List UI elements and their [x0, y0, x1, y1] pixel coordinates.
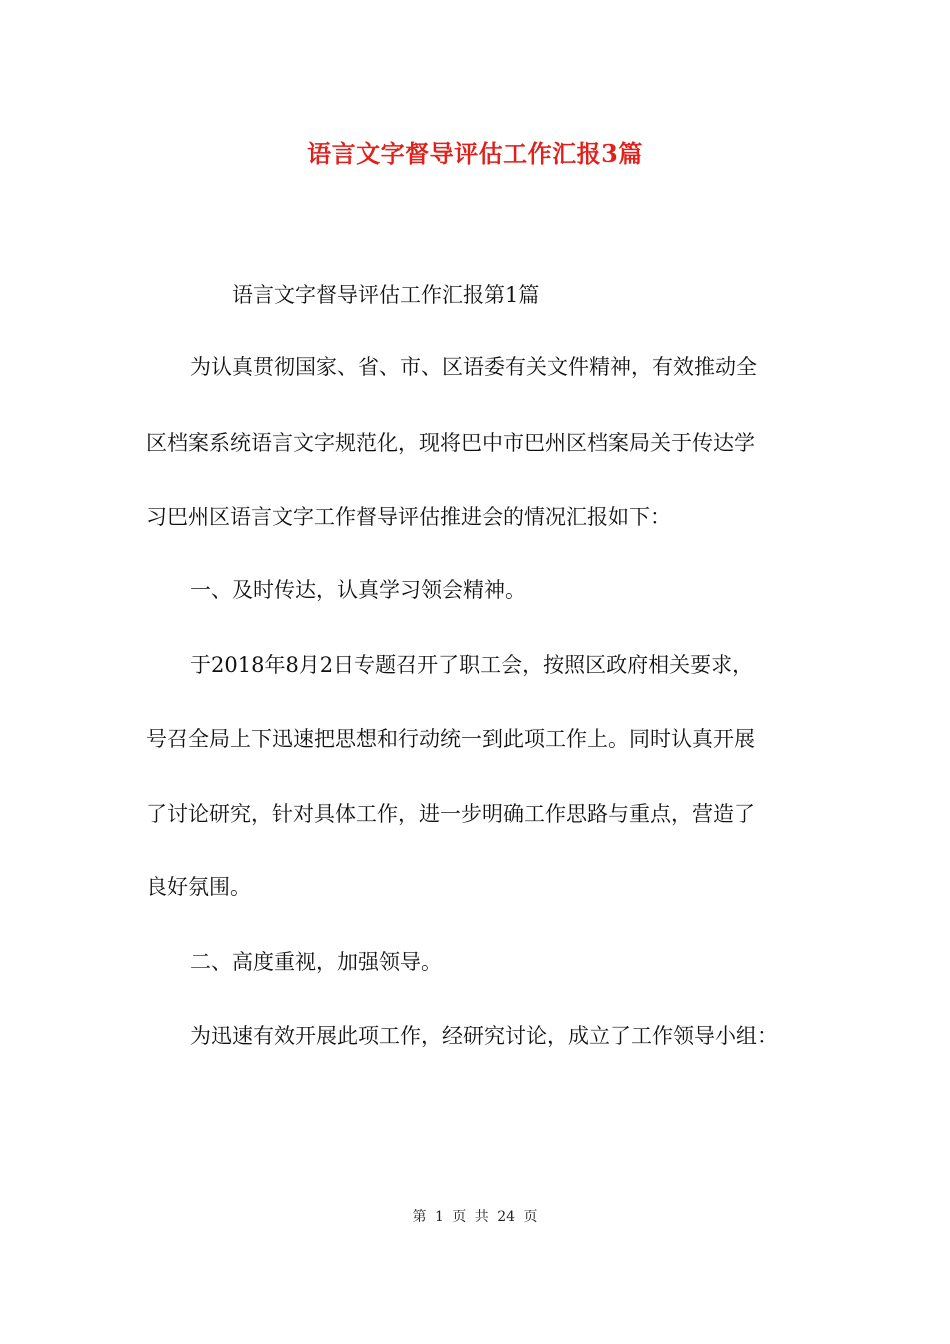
subsection-heading-2: 二、高度重视，加强领导。	[190, 950, 442, 974]
paragraph-line: 为迅速有效开展此项工作，经研究讨论，成立了工作领导小组：	[190, 1024, 778, 1048]
paragraph-line: 号召全局上下迅速把思想和行动统一到此项工作上。同时认真开展	[146, 727, 755, 751]
paragraph-line: 为认真贯彻国家、省、市、区语委有关文件精神，有效推动全	[190, 355, 757, 379]
section-heading-part-1: 语言文字督导评估工作汇报第1篇	[232, 283, 540, 307]
document-title: 语言文字督导评估工作汇报3篇	[307, 139, 643, 168]
page-indicator: 第 1 页 共 24 页	[412, 1209, 538, 1225]
paragraph-line: 区档案系统语言文字规范化，现将巴中市巴州区档案局关于传达学	[146, 431, 755, 455]
paragraph-line: 了讨论研究，针对具体工作，进一步明确工作思路与重点，营造了	[146, 802, 755, 826]
paragraph-line: 良好氛围。	[146, 875, 251, 899]
paragraph-line: 习巴州区语言文字工作督导评估推进会的情况汇报如下：	[146, 505, 671, 529]
paragraph-line: 于2018年8月2日专题召开了职工会，按照区政府相关要求，	[190, 653, 754, 677]
subsection-heading-1: 一、及时传达，认真学习领会精神。	[190, 578, 526, 602]
